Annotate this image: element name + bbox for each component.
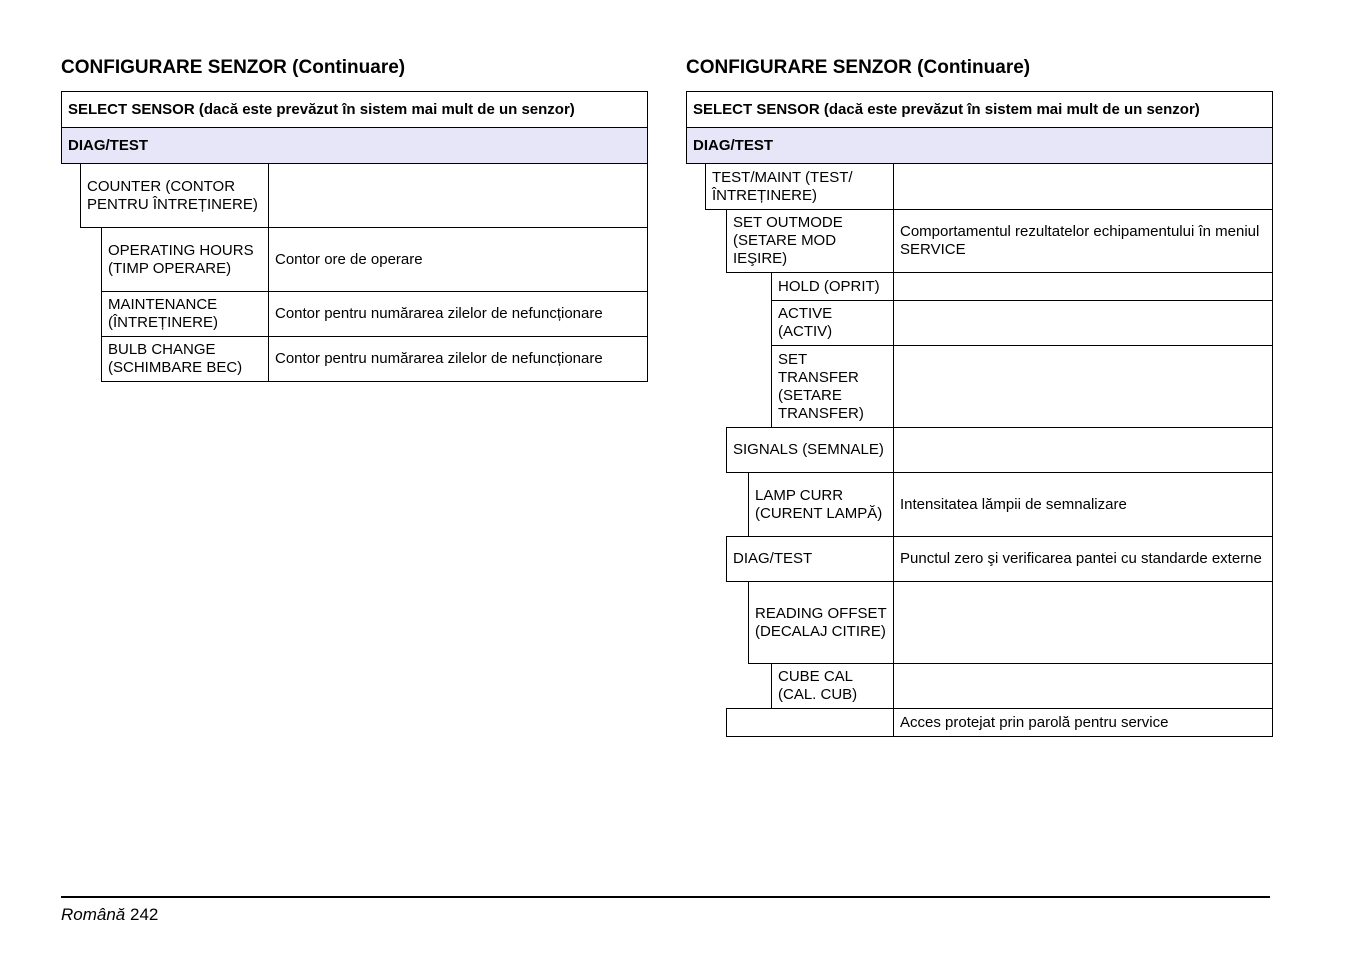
left-bulb-change-label: BULB CHANGE (SCHIMBARE BEC) (101, 336, 269, 382)
right-select-sensor-header: SELECT SENSOR (dacă este prevăzut în sistem mai mult de un senzor) (686, 91, 1273, 128)
right-set-outmode-desc: Comportamentul rezultatelor echipamentului în meniul SERVICE (893, 209, 1273, 273)
right-cube-cal-desc (893, 663, 1273, 709)
right-hold-desc (893, 272, 1273, 301)
left-section-title: CONFIGURARE SENZOR (Continuare) (61, 57, 406, 78)
right-password-label (726, 708, 894, 737)
right-test-maint-label: TEST/MAINT (TEST/ ÎNTREȚINERE) (705, 163, 894, 210)
right-set-outmode-label: SET OUTMODE (SETARE MOD IEŞIRE) (726, 209, 894, 273)
right-cube-cal-label: CUBE CAL (CAL. CUB) (771, 663, 894, 709)
right-hold-label: HOLD (OPRIT) (771, 272, 894, 301)
left-diag-test-header: DIAG/TEST (61, 127, 648, 164)
right-password-desc: Acces protejat prin parolă pentru service (893, 708, 1273, 737)
right-set-transfer-label: SET TRANSFER (SETARE TRANSFER) (771, 345, 894, 428)
right-diag-test-desc: Punctul zero şi verificarea pantei cu standarde externe (893, 536, 1273, 582)
left-select-sensor-header: SELECT SENSOR (dacă este prevăzut în sistem mai mult de un senzor) (61, 91, 648, 128)
left-counter-label: COUNTER (CONTOR PENTRU ÎNTREȚINERE) (80, 163, 269, 228)
left-operating-hours-label: OPERATING HOURS (TIMP OPERARE) (101, 227, 269, 292)
right-reading-offset-desc (893, 581, 1273, 664)
left-operating-hours-desc: Contor ore de operare (268, 227, 648, 292)
right-diag-test-label: DIAG/TEST (726, 536, 894, 582)
left-maintenance-desc: Contor pentru numărarea zilelor de nefuncționare (268, 291, 648, 337)
page-number: 242 (130, 905, 159, 924)
footer-language: Română (61, 905, 126, 924)
right-active-label: ACTIVE (ACTIV) (771, 300, 894, 346)
right-active-desc (893, 300, 1273, 346)
left-counter-desc (268, 163, 648, 228)
right-lamp-curr-desc: Intensitatea lămpii de semnalizare (893, 472, 1273, 537)
footer (61, 905, 158, 925)
right-signals-label: SIGNALS (SEMNALE) (726, 427, 894, 473)
right-lamp-curr-label: LAMP CURR (CURENT LAMPĂ) (748, 472, 894, 537)
right-diag-test-header: DIAG/TEST (686, 127, 1273, 164)
right-reading-offset-label: READING OFFSET (DECALAJ CITIRE) (748, 581, 894, 664)
right-section-title: CONFIGURARE SENZOR (Continuare) (686, 57, 1031, 78)
right-test-maint-desc (893, 163, 1273, 210)
left-bulb-change-desc: Contor pentru numărarea zilelor de nefuncționare (268, 336, 648, 382)
left-maintenance-label: MAINTENANCE (ÎNTREȚINERE) (101, 291, 269, 337)
right-set-transfer-desc (893, 345, 1273, 428)
footer-divider (61, 896, 1270, 898)
right-signals-desc (893, 427, 1273, 473)
